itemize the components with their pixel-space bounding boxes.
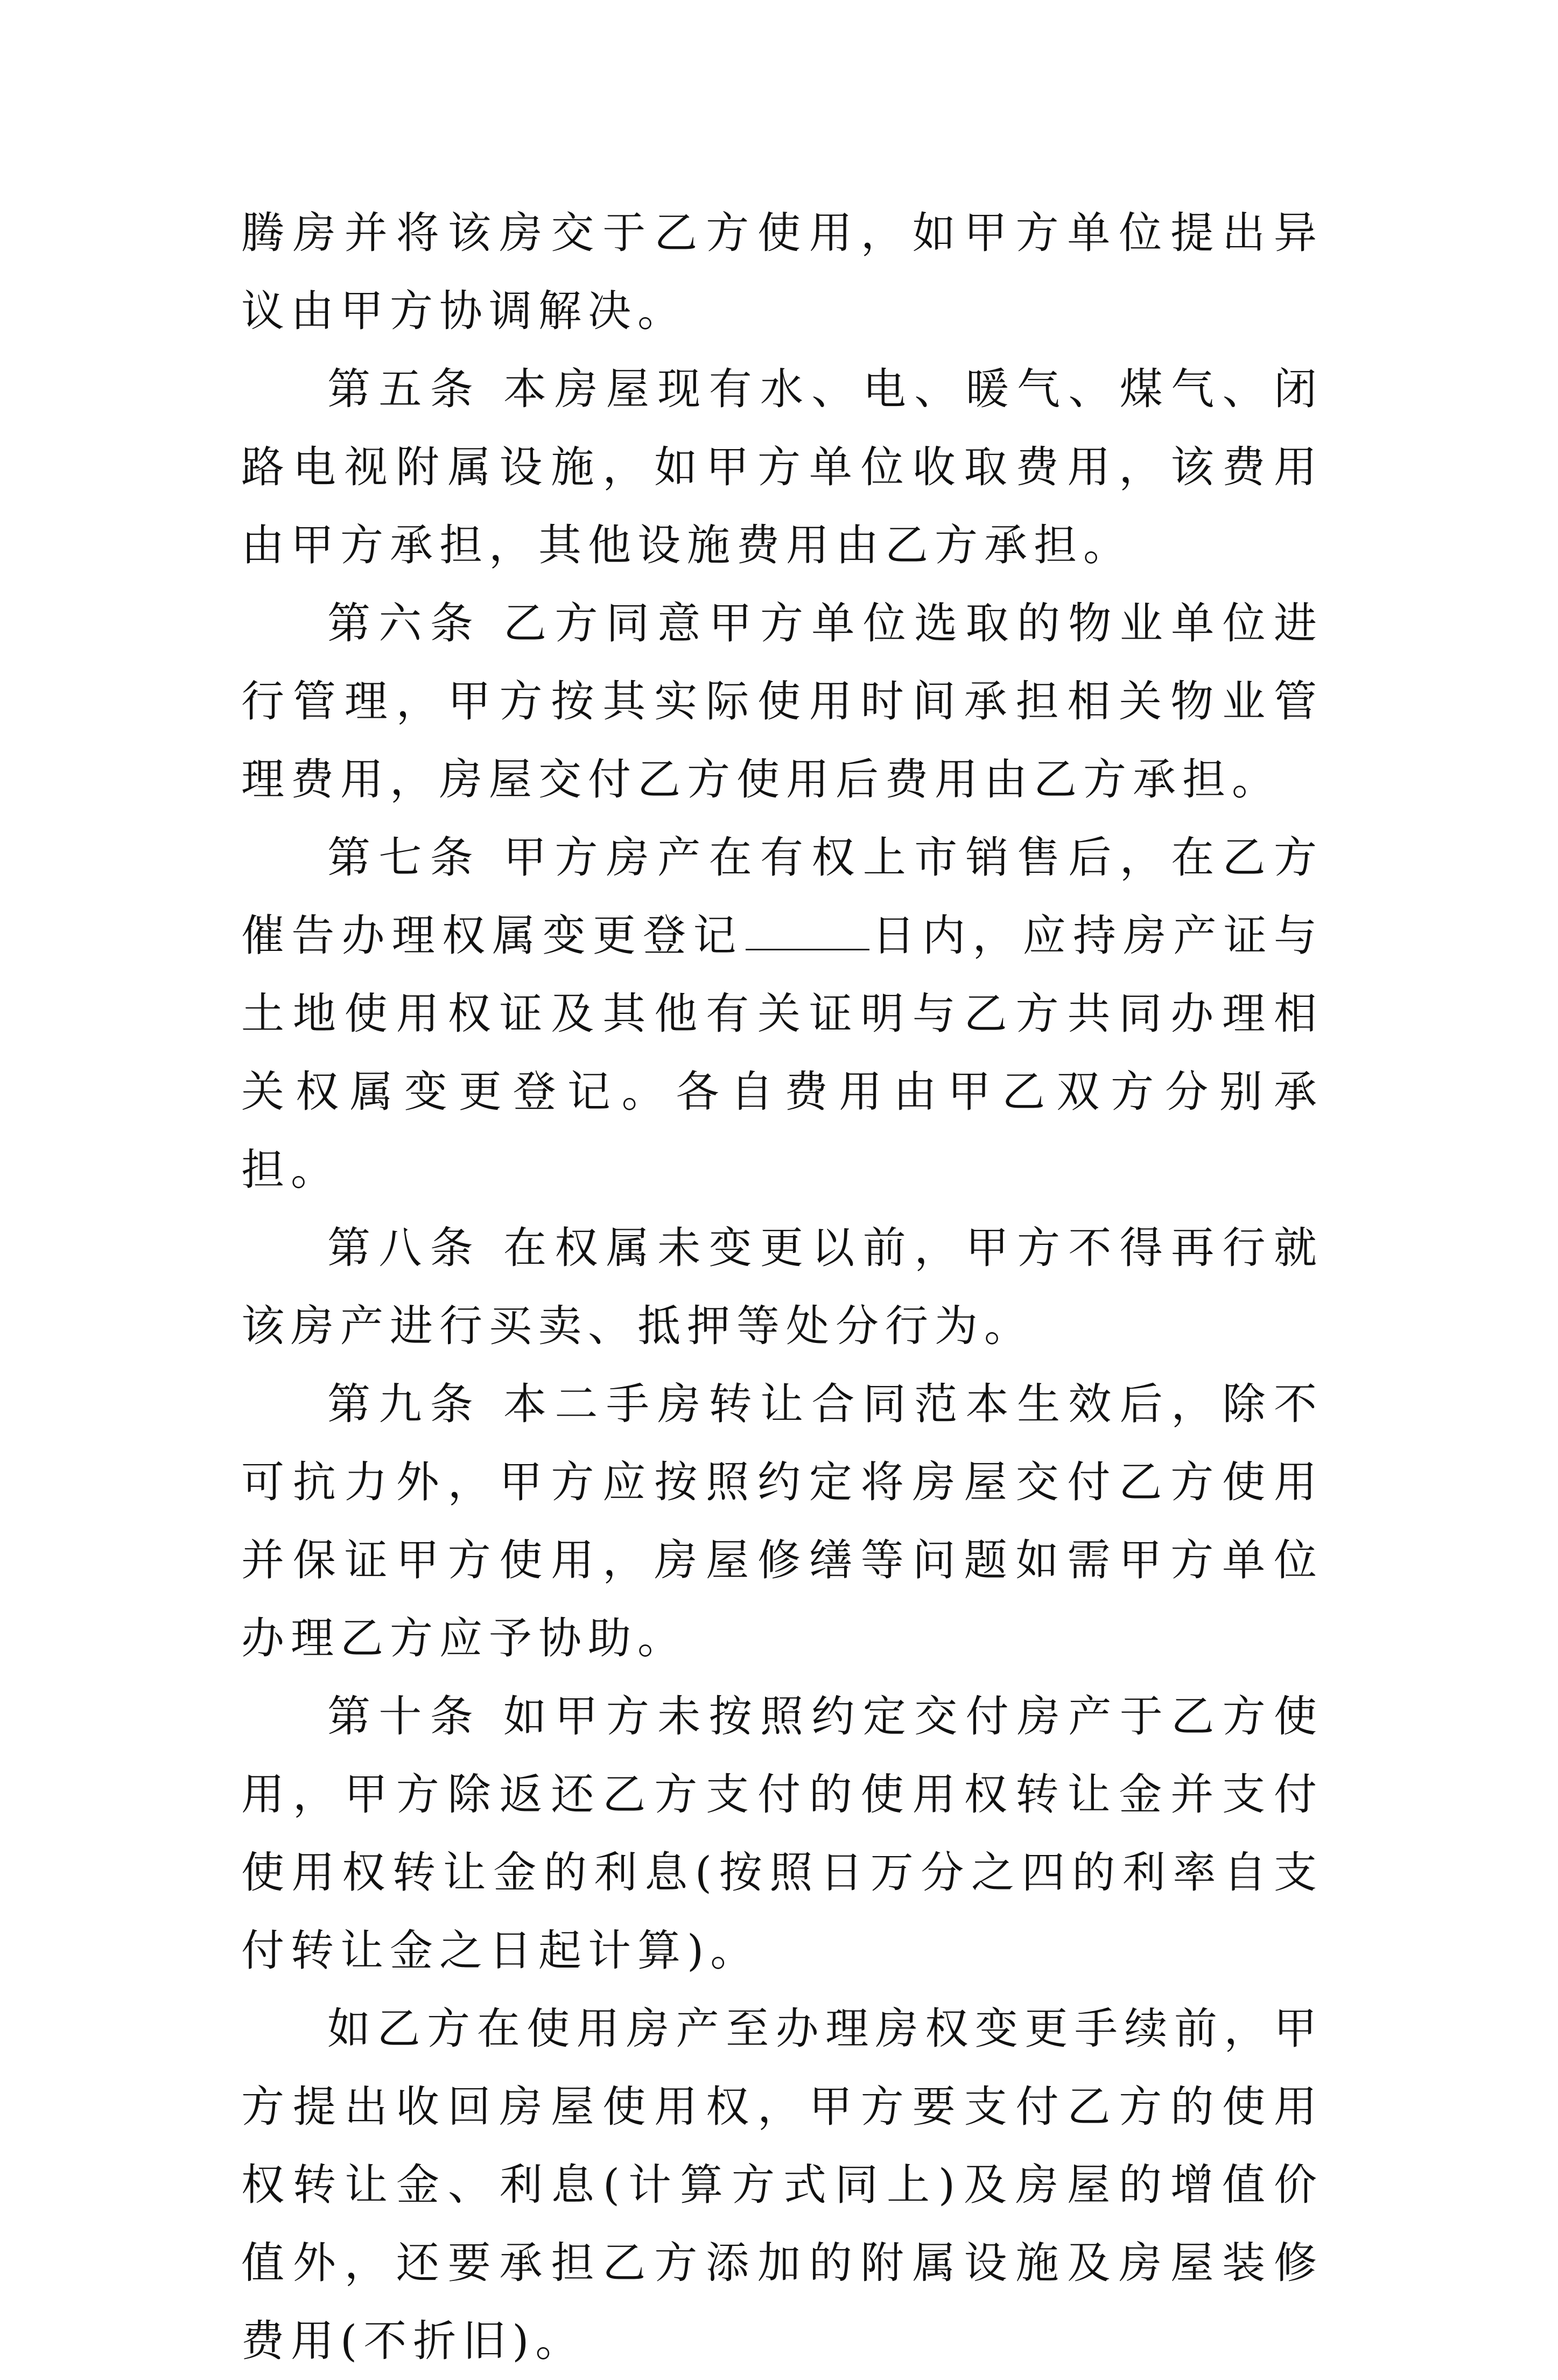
paragraph-article-6: 第六条 乙方同意甲方单位选取的物业单位进行管理，甲方按其实际使用时间承担相关物业管理费用，房屋交付乙方使用后费用由乙方承担。: [241, 598, 1323, 804]
fill-in-blank: [746, 916, 869, 950]
paragraph-article-9: 第九条 本二手房转让合同范本生效后，除不可抗力外，甲方应按照约定将房屋交付乙方使用并保证甲方使用，房屋修缮等问题如需甲方单位办理乙方应予协助。: [241, 1379, 1323, 1663]
paragraph-continuation: 腾房并将该房交于乙方使用，如甲方单位提出异议由甲方协调解决。: [241, 208, 1323, 336]
paragraph-article-7: [241, 818, 1323, 1209]
article-7-text-after-blank: 日内，应持房产证与土地使用权证及其他有关证明与乙方共同办理相关权属变更登记。各自费用由甲乙双方分别承担。: [241, 911, 1324, 1195]
paragraph-article-5: 第五条 本房屋现有水、电、暖气、煤气、闭路电视附属设施，如甲方单位收取费用，该费用由甲方承担，其他设施费用由乙方承担。: [241, 364, 1323, 570]
article-7-text-before-blank: 第七条 甲方房产在有权上市销售后，在乙方催告办理权属变更登记: [241, 832, 1323, 961]
paragraph-article-10: 第十条 如甲方未按照约定交付房产于乙方使用，甲方除返还乙方支付的使用权转让金并支付使用权转让金的利息(按照日万分之四的利率自支付转让金之日起计算)。: [241, 1691, 1323, 1976]
paragraph-article-8: 第八条 在权属未变更以前，甲方不得再行就该房产进行买卖、抵押等处分行为。: [241, 1223, 1323, 1351]
paragraph-article-10-supplement: 如乙方在使用房产至办理房权变更手续前，甲方提出收回房屋使用权，甲方要支付乙方的使用权转让金、利息(计算方式同上)及房屋的增值价值外，还要承担乙方添加的附属设施及房屋装修费用(不折旧)。: [241, 2004, 1323, 2366]
document-body: [241, 194, 1323, 2380]
